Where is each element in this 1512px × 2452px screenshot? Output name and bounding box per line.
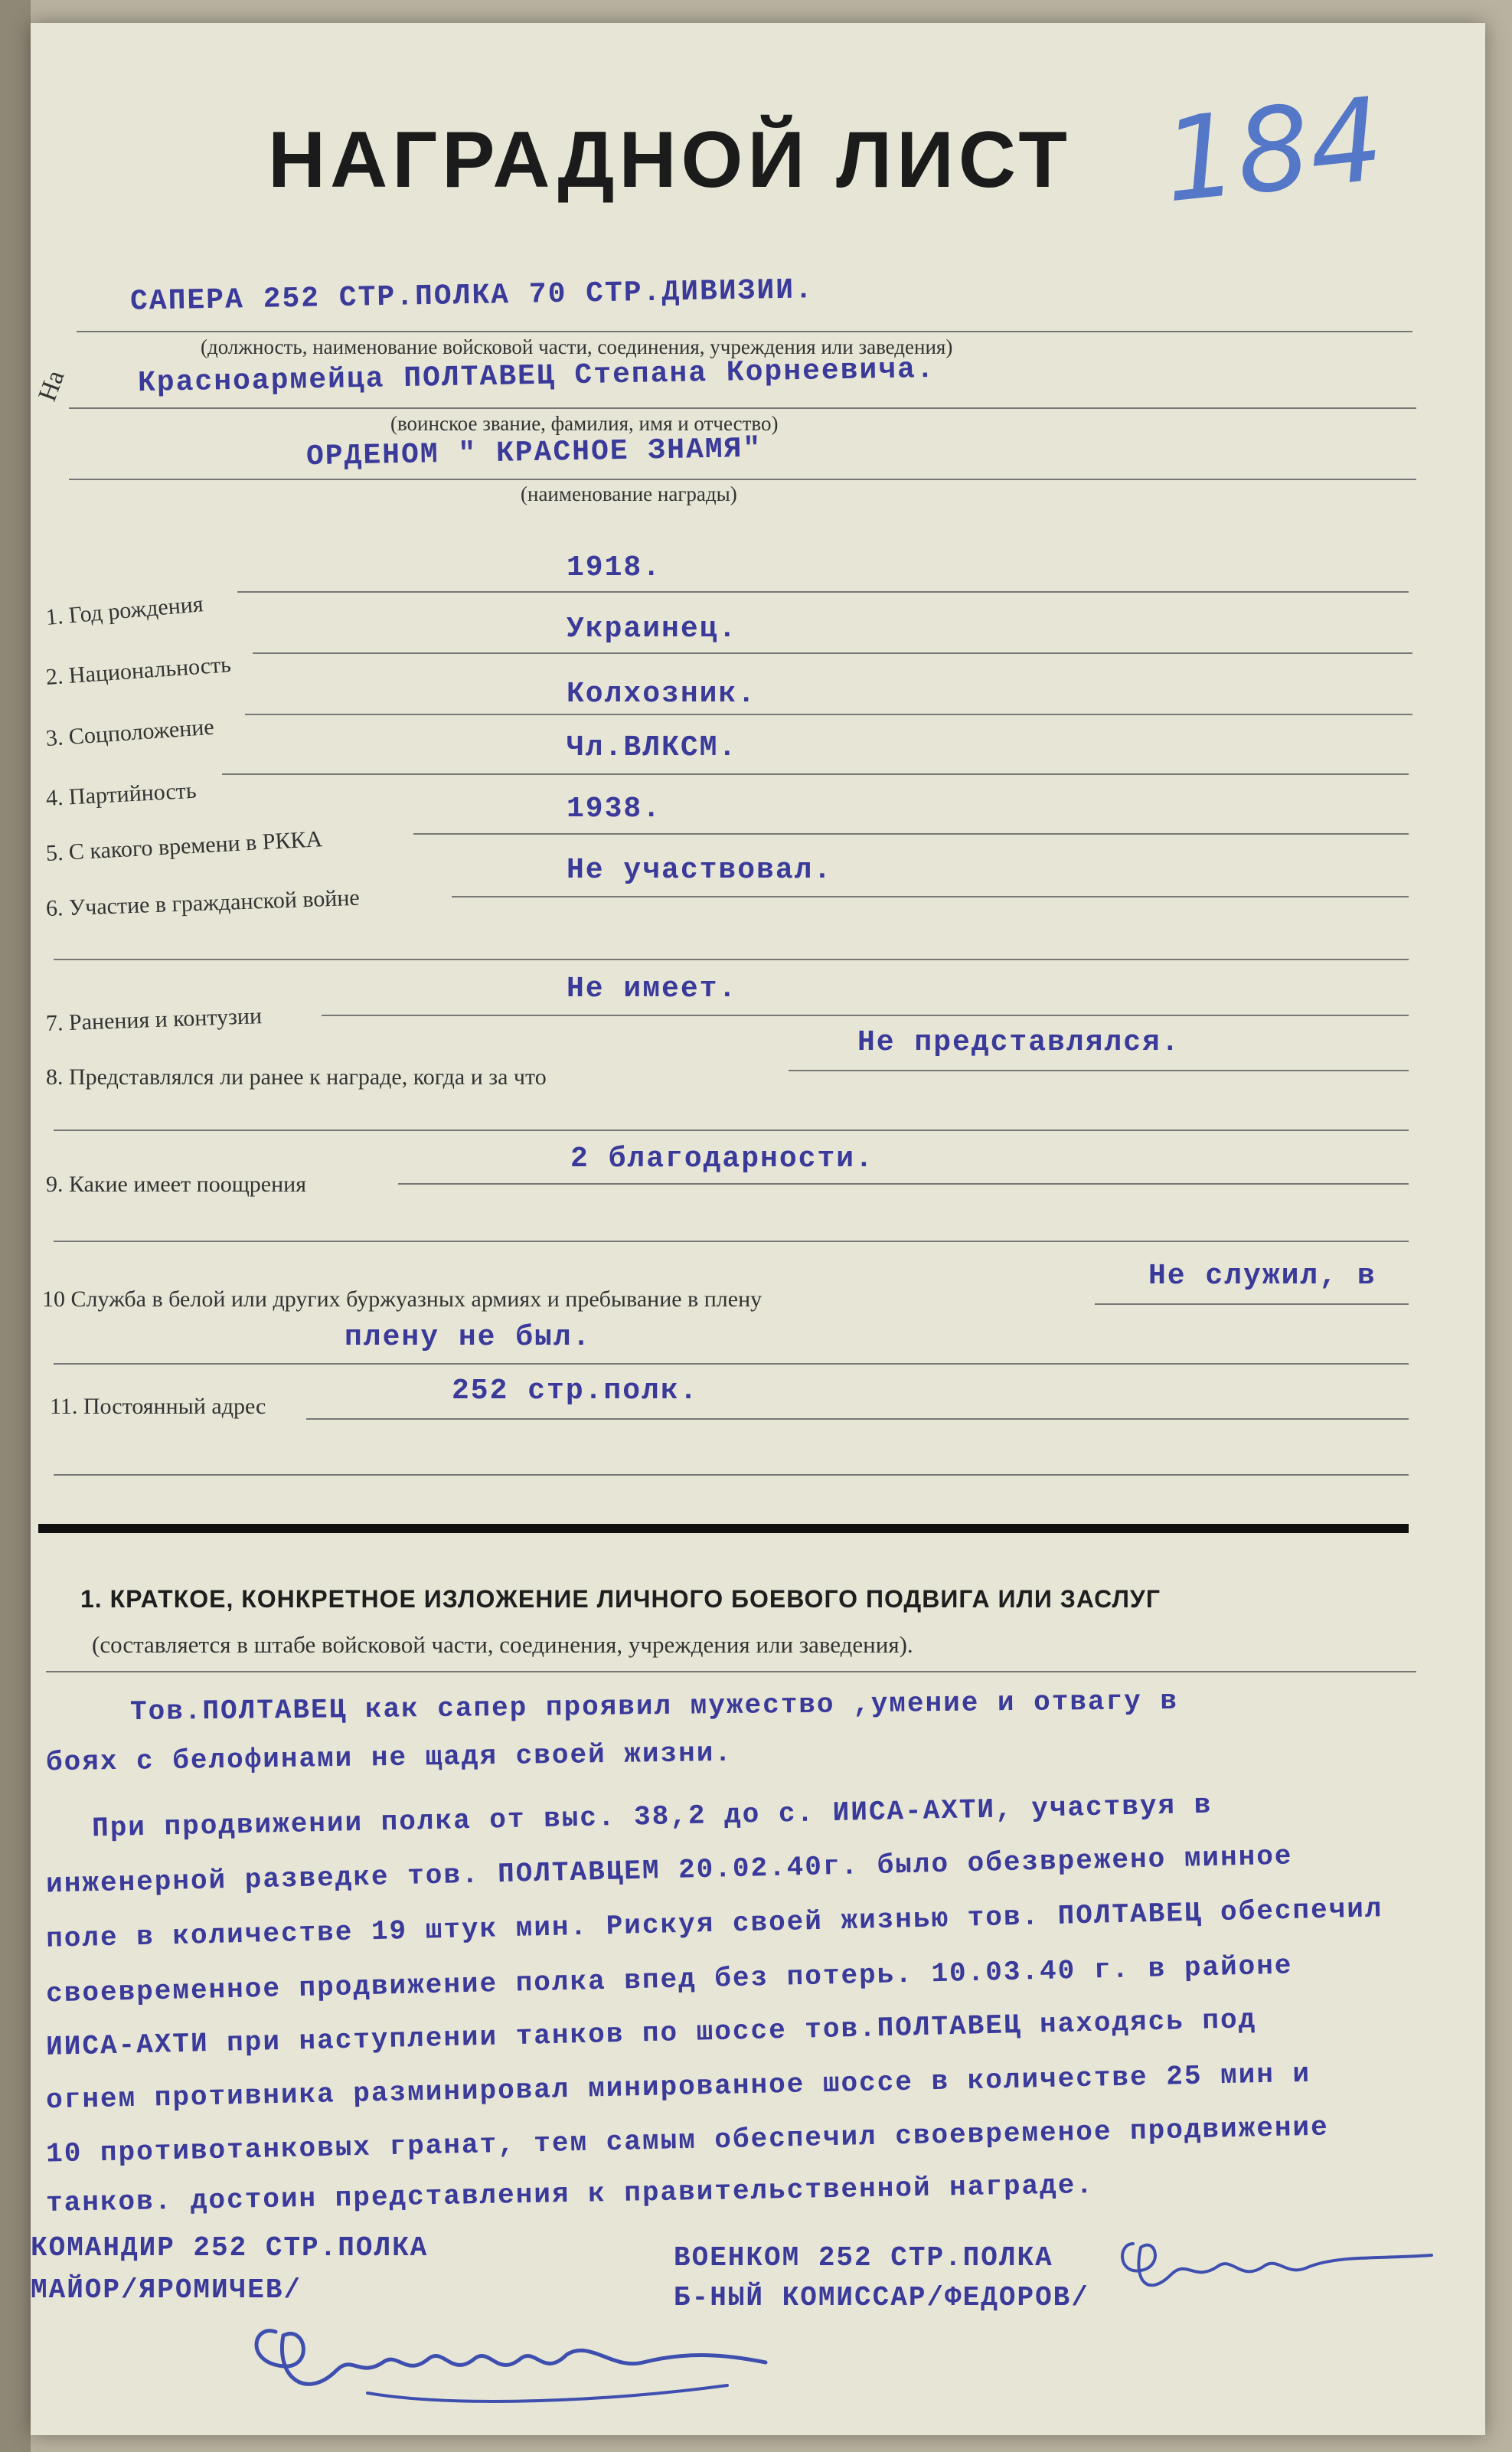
right-handwritten-signature xyxy=(1102,2213,1455,2313)
field-white-army-label: 10 Служба в белой или других буржуазных армиях и пребывание в плену xyxy=(42,1286,763,1312)
na-label: На xyxy=(33,366,70,405)
field-wounds-underline xyxy=(322,1015,1409,1016)
field-white-army-underline-2 xyxy=(54,1363,1409,1365)
section-divider xyxy=(38,1524,1409,1533)
position-underline xyxy=(77,331,1412,332)
field-social-status-underline xyxy=(245,714,1412,715)
position-value: САПЕРА 252 СТР.ПОЛКА 70 СТР.ДИВИЗИИ. xyxy=(129,273,815,319)
narrative-line-10: танков. достоин представления к правительственной награде. xyxy=(45,2169,1095,2219)
section-heading: 1. КРАТКОЕ, КОНКРЕТНОЕ ИЗЛОЖЕНИЕ ЛИЧНОГО БОЕВОГО ПОДВИГА ИЛИ ЗАСЛУГ xyxy=(80,1585,1161,1613)
narrative-line-9: 10 противотанковых гранат, тем самым обеспечил своевременое продвижение xyxy=(45,2111,1330,2170)
field-prior-award-label: 8. Представлялся ли ранее к награде, когда и за что xyxy=(46,1064,547,1090)
narrative-line-4: инженерной разведке тов. ПОЛТАВЦЕМ 20.02.40г. было обезврежено минное xyxy=(45,1840,1293,1901)
field-nationality-underline xyxy=(253,652,1412,654)
section-underline xyxy=(46,1671,1416,1672)
name-underline xyxy=(69,407,1416,409)
field-wounds-value: Не имеет. xyxy=(567,973,738,1005)
adjacent-page-edge xyxy=(0,0,31,2452)
left-signature-title: КОМАНДИР 252 СТР.ПОЛКА xyxy=(31,2232,429,2264)
field-white-army-value: Не служил, в xyxy=(1148,1260,1376,1293)
narrative-line-6: своевременное продвижение полка впед без потерь. 10.03.40 г. в районе xyxy=(45,1950,1293,2010)
field-white-army-value-cont: плену не был. xyxy=(345,1321,592,1354)
left-signature-name: МАЙОР/ЯРОМИЧЕВ/ xyxy=(31,2274,302,2306)
name-value: Красноармейца ПОЛТАВЕЦ Степана Корнеевича. xyxy=(137,352,936,400)
field-civil-war-underline xyxy=(452,896,1409,897)
field-civil-war-label: 6. Участие в гражданской войне xyxy=(45,884,361,921)
field-nationality-label: 2. Национальность xyxy=(44,652,232,690)
left-handwritten-signature xyxy=(230,2278,827,2431)
field-address-value: 252 стр.полк. xyxy=(452,1375,699,1407)
narrative-line-1: Тов.ПОЛТАВЕЦ как сапер проявил мужество ,умение и отвагу в xyxy=(129,1685,1179,1728)
field-prior-award-value: Не представлялся. xyxy=(857,1026,1181,1059)
field-address-underline xyxy=(306,1418,1409,1420)
field-commendations-label: 9. Какие имеет поощрения xyxy=(46,1172,307,1197)
field-rkka-since-label: 5. С какого времени в РККА xyxy=(45,826,323,866)
field-party-value: Чл.ВЛКСМ. xyxy=(567,731,738,764)
award-value: ОРДЕНОМ " КРАСНОЕ ЗНАМЯ" xyxy=(305,432,763,474)
field-white-army-underline xyxy=(1095,1303,1409,1305)
narrative-line-8: огнем противника разминировал минированное шоссе в количестве 25 мин и xyxy=(45,2058,1311,2117)
field-civil-war-value: Не участвовал. xyxy=(567,854,833,887)
position-caption: (должность, наименование войсковой части, соединения, учреждения или заведения) xyxy=(201,335,953,358)
name-caption: (воинское звание, фамилия, имя и отчество) xyxy=(390,412,779,435)
document-title: НАГРАДНОЙ ЛИСТ xyxy=(268,116,1072,204)
award-caption: (наименование награды) xyxy=(521,482,737,505)
narrative-line-2: боях с белофинами не щадя своей жизни. xyxy=(45,1737,733,1779)
field-rkka-since-value: 1938. xyxy=(567,793,662,826)
field-party-label: 4. Партийность xyxy=(45,777,198,811)
field-commendations-underline xyxy=(398,1183,1409,1185)
field-birth-year-underline xyxy=(237,591,1409,593)
field-birth-year-label: 1. Год рождения xyxy=(44,591,204,630)
narrative-line-5: поле в количестве 19 штук мин. Рискуя своей жизнью тов. ПОЛТАВЕЦ обеспечил xyxy=(45,1893,1383,1955)
narrative-line-7: ИИСА-АХТИ при наступлении танков по шоссе тов.ПОЛТАВЕЦ находясь под xyxy=(45,2004,1257,2063)
field-rkka-since-underline xyxy=(413,833,1409,835)
narrative-line-3: При продвижении полка от выс. 38,2 до с. ИИСА-АХТИ, участвуя в xyxy=(91,1789,1213,1845)
handwritten-sheet-number: 184 xyxy=(1157,73,1390,229)
field-social-status-value: Колхозник. xyxy=(567,678,757,711)
field-address-underline-2 xyxy=(54,1474,1409,1476)
award-underline xyxy=(69,479,1416,480)
field-civil-war-underline-2 xyxy=(54,959,1409,960)
field-party-underline xyxy=(222,773,1409,775)
section-subheading: (составляется в штабе войсковой части, соединения, учреждения или заведения). xyxy=(92,1631,913,1658)
award-sheet xyxy=(31,23,1485,2435)
right-signature-title: ВОЕНКОМ 252 СТР.ПОЛКА xyxy=(674,2242,1053,2274)
field-commendations-value: 2 благодарности. xyxy=(570,1143,874,1175)
field-address-label: 11. Постоянный адрес xyxy=(50,1394,266,1419)
field-commendations-underline-2 xyxy=(54,1241,1409,1242)
field-prior-award-underline xyxy=(789,1070,1409,1071)
right-signature-name: Б-НЫЙ КОМИССАР/ФЕДОРОВ/ xyxy=(674,2282,1089,2313)
field-birth-year-value: 1918. xyxy=(567,551,662,584)
field-prior-award-underline-2 xyxy=(54,1130,1409,1131)
field-wounds-label: 7. Ранения и контузии xyxy=(45,1003,263,1036)
field-social-status-label: 3. Соцположение xyxy=(44,714,215,751)
field-nationality-value: Украинец. xyxy=(567,613,738,646)
